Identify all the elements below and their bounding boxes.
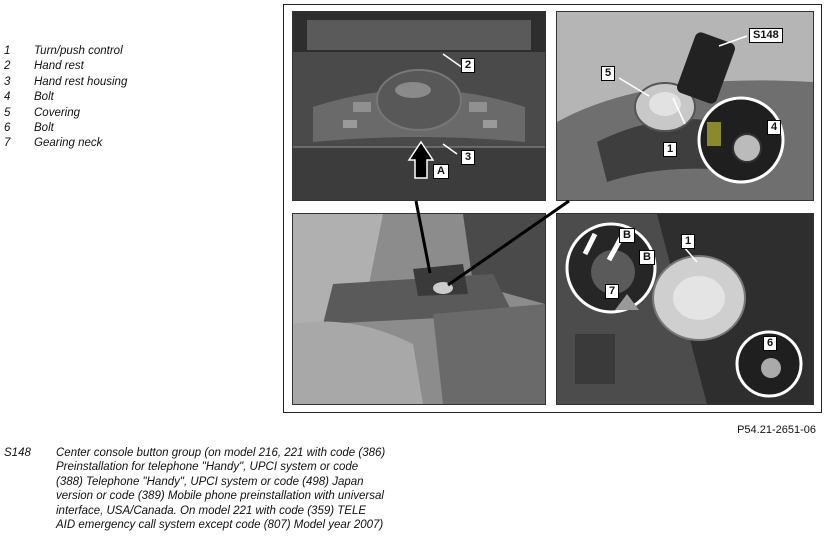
legend-number: 3 — [4, 75, 11, 88]
callout-b: B — [639, 250, 655, 265]
hand-rest-illustration — [293, 12, 545, 200]
callout-b: B — [619, 228, 635, 243]
callout-a: A — [433, 164, 449, 179]
legend-row — [4, 136, 127, 151]
legend-label: Bolt — [34, 122, 54, 135]
photo-hand-rest — [292, 11, 546, 201]
callout-3: 3 — [461, 150, 475, 165]
callout-1: 1 — [681, 234, 695, 249]
legend-label: Hand rest — [34, 60, 84, 73]
photo-turn-push-control — [556, 11, 814, 201]
callout-2: 2 — [461, 58, 475, 73]
callout-5: 5 — [601, 66, 615, 81]
footnote-text: Center console button group (on model 216, 221 with code (386) Preinstallation for telephone "Handy", UPCI system or code (388) Telephone "Handy", UPCI system or code (498) Japan version or code (389) Mobile phone preinstallation with universal interface, USA/Canada. On model 221 with code (359) TELE AID emergency call system except code (807) Model year 2007) — [56, 447, 386, 532]
legend-label: Covering — [34, 106, 81, 119]
figure-reference: P54.21-2651-06 — [737, 424, 816, 436]
legend-row — [4, 106, 127, 121]
legend-row — [4, 75, 127, 90]
legend-row — [4, 59, 127, 74]
interior-illustration — [293, 214, 545, 404]
legend-row — [4, 90, 127, 105]
callout-4: 4 — [767, 120, 781, 135]
photo-gearing-neck — [556, 213, 814, 405]
legend-number: 1 — [4, 45, 11, 57]
legend-label: Hand rest housing — [34, 75, 128, 88]
legend-number: 7 — [4, 137, 11, 150]
legend-row — [4, 44, 127, 59]
legend-number: 2 — [4, 60, 11, 73]
callout-1: 1 — [663, 142, 677, 157]
callout-6: 6 — [763, 336, 777, 351]
callout-7: 7 — [605, 284, 619, 299]
legend-number: 5 — [4, 106, 11, 119]
photo-interior-overview — [292, 213, 546, 405]
footnote — [4, 446, 386, 532]
figure-frame — [283, 4, 822, 413]
legend-label: Turn/push control — [34, 45, 123, 57]
legend-list — [4, 44, 127, 152]
legend-row — [4, 121, 127, 136]
footnote-code: S148 — [4, 447, 31, 459]
legend-label: Bolt — [34, 91, 54, 104]
legend-number: 4 — [4, 91, 11, 104]
legend-label: Gearing neck — [34, 137, 103, 150]
legend-number: 6 — [4, 122, 11, 135]
callout-s148: S148 — [749, 28, 783, 43]
